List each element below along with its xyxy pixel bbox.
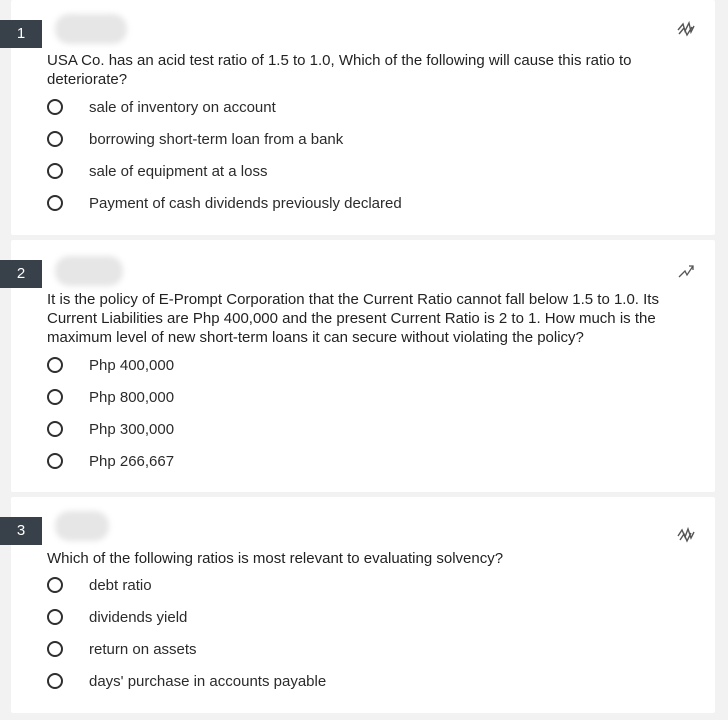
- radio-unselected-icon[interactable]: [47, 673, 63, 689]
- option-label: borrowing short-term loan from a bank: [89, 130, 344, 148]
- options-list: [47, 569, 326, 697]
- radio-unselected-icon[interactable]: [47, 357, 63, 373]
- option-label: Php 266,667: [89, 452, 175, 470]
- option-item[interactable]: [47, 601, 326, 633]
- radio-unselected-icon[interactable]: [47, 195, 63, 211]
- question-number-badge: 3: [0, 517, 42, 545]
- radio-unselected-icon[interactable]: [47, 163, 63, 179]
- option-item[interactable]: [47, 123, 402, 155]
- question-card-1: [11, 0, 715, 235]
- question-text: USA Co. has an acid test ratio of 1.5 to 1.0, Which of the following will cause this ratio to deteriorate?: [47, 52, 632, 88]
- option-label: sale of inventory on account: [89, 98, 276, 116]
- option-label: Php 800,000: [89, 388, 175, 406]
- redacted-points: [55, 14, 127, 44]
- option-label: sale of equipment at a loss: [89, 162, 268, 180]
- option-item[interactable]: [47, 91, 402, 123]
- question-number-badge: 2: [0, 260, 42, 288]
- option-label: Php 300,000: [89, 420, 175, 438]
- option-item[interactable]: [47, 413, 174, 445]
- option-item[interactable]: [47, 187, 402, 219]
- option-label: Payment of cash dividends previously declared: [89, 194, 402, 212]
- options-list: [47, 349, 174, 477]
- scribble-icon: [675, 260, 697, 282]
- redacted-points: [55, 511, 109, 541]
- option-label: return on assets: [89, 640, 197, 658]
- option-item[interactable]: [47, 445, 174, 477]
- radio-unselected-icon[interactable]: [47, 99, 63, 115]
- redacted-points: [55, 256, 123, 286]
- question-card-2: [11, 240, 715, 492]
- scribble-icon: [675, 18, 697, 40]
- option-item[interactable]: [47, 569, 326, 601]
- question-text: Which of the following ratios is most relevant to evaluating solvency?: [47, 550, 504, 567]
- radio-unselected-icon[interactable]: [47, 577, 63, 593]
- option-item[interactable]: [47, 633, 326, 665]
- radio-unselected-icon[interactable]: [47, 389, 63, 405]
- radio-unselected-icon[interactable]: [47, 453, 63, 469]
- question-card-3: [11, 497, 715, 713]
- radio-unselected-icon[interactable]: [47, 421, 63, 437]
- radio-unselected-icon[interactable]: [47, 641, 63, 657]
- option-label: dividends yield: [89, 608, 188, 626]
- radio-unselected-icon[interactable]: [47, 609, 63, 625]
- radio-unselected-icon[interactable]: [47, 131, 63, 147]
- option-item[interactable]: [47, 665, 326, 697]
- option-item[interactable]: [47, 155, 402, 187]
- question-number-badge: 1: [0, 20, 42, 48]
- question-text: It is the policy of E-Prompt Corporation that the Current Ratio cannot fall below 1.5 to 1.0. Its Current Liabilities are Php 400,000 and the present Current Ratio is 2 to 1. How much is the maximum level of new short-term loans it can secure without violating the policy?: [47, 291, 659, 346]
- option-label: Php 400,000: [89, 356, 175, 374]
- options-list: [47, 91, 402, 219]
- option-label: debt ratio: [89, 576, 152, 594]
- option-item[interactable]: [47, 349, 174, 381]
- option-item[interactable]: [47, 381, 174, 413]
- option-label: days' purchase in accounts payable: [89, 672, 327, 690]
- scribble-icon: [675, 523, 697, 545]
